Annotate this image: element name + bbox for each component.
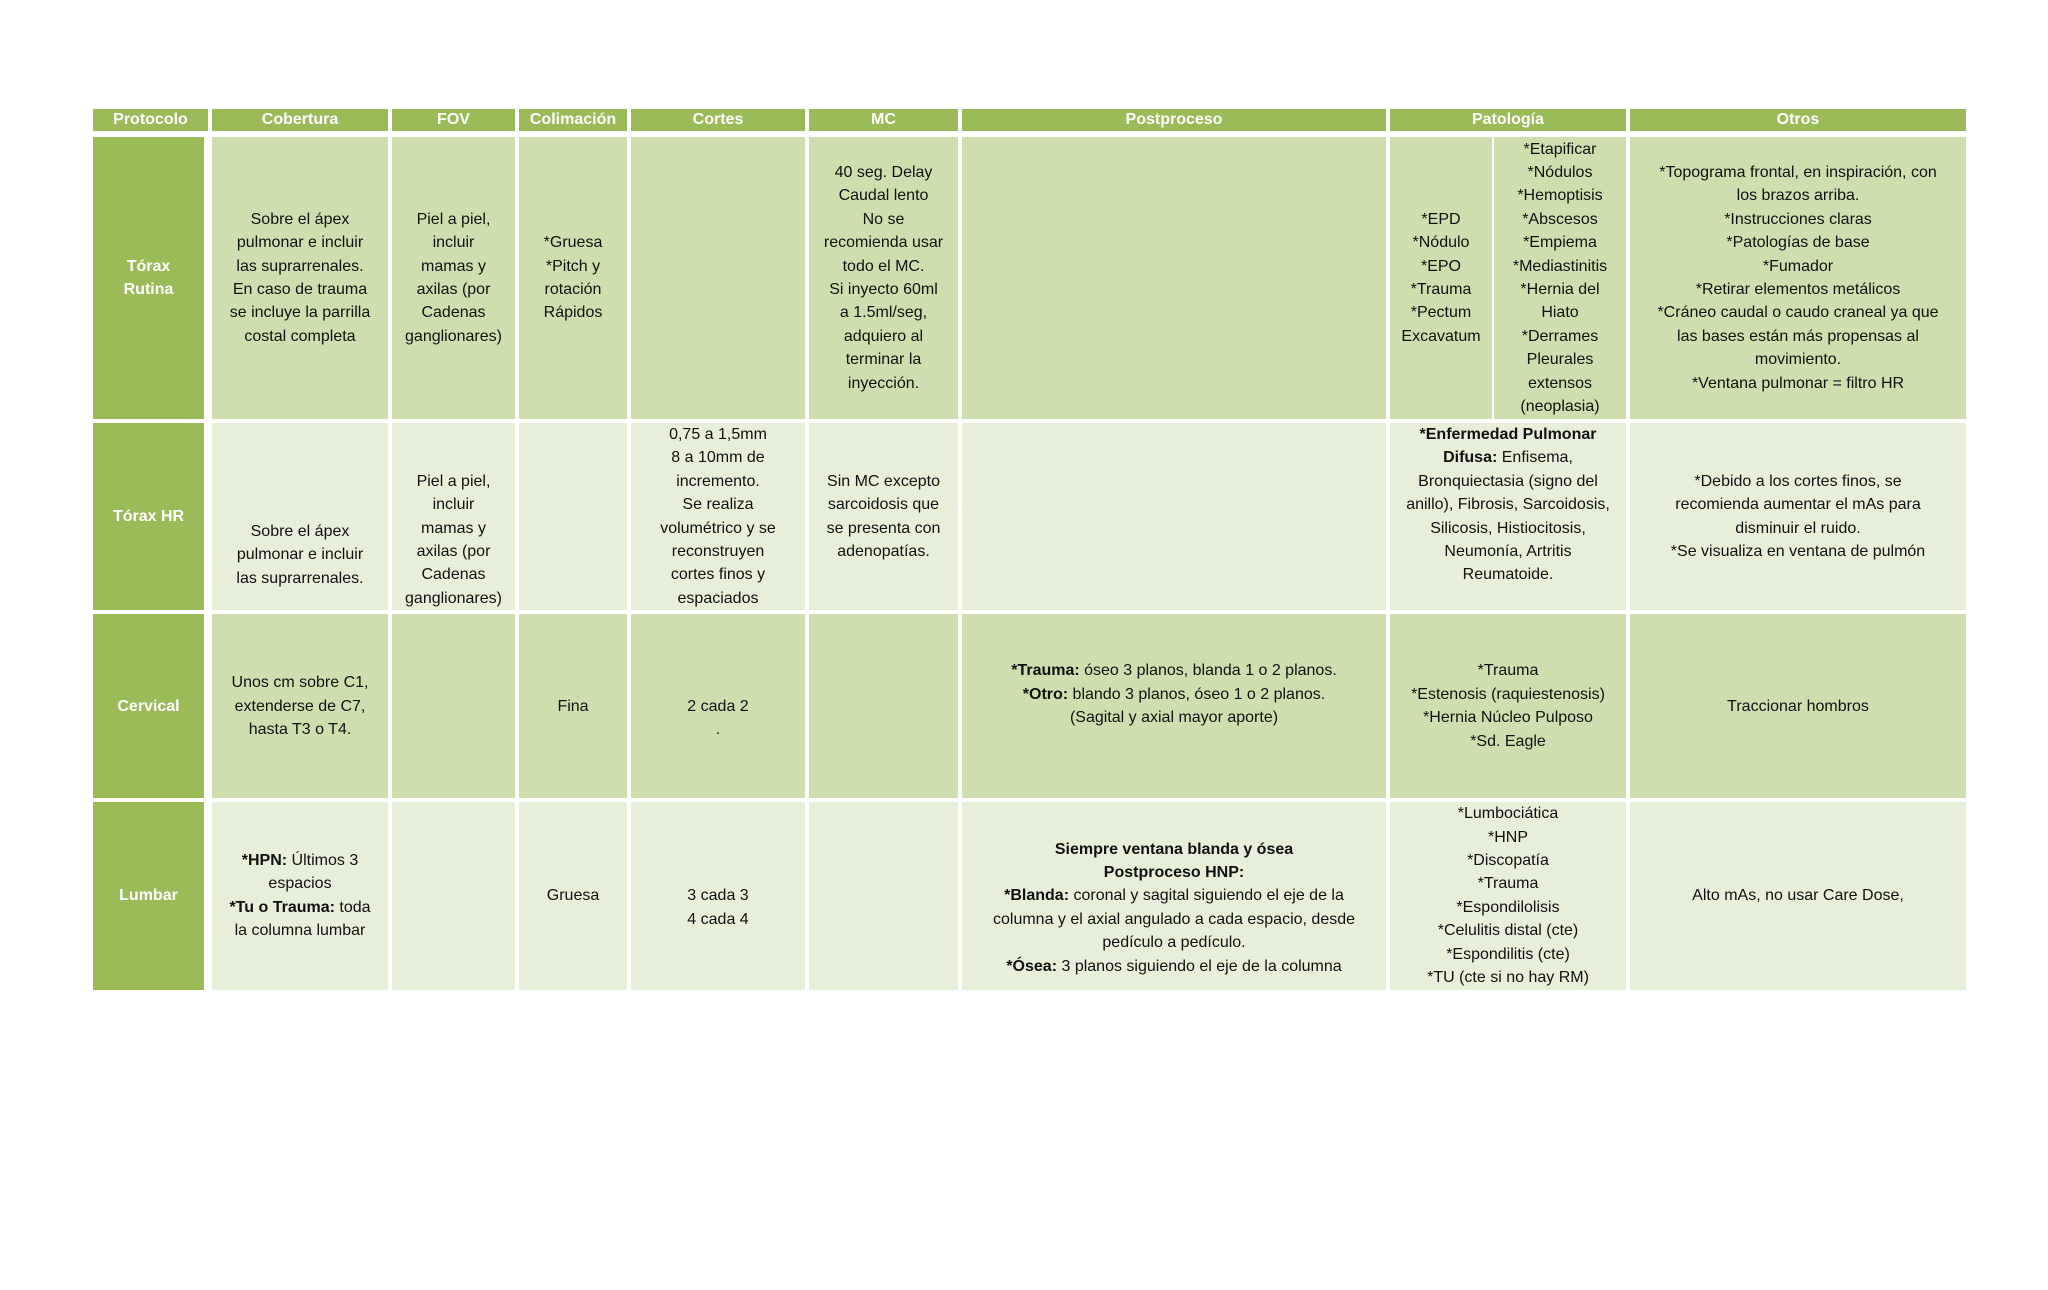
cell-cobertura: *HPN: Últimos 3 espacios *Tu o Trauma: toda la columna lumbar <box>210 800 390 991</box>
cell-fov: Piel a piel, incluir mamas y axilas (por Cadenas ganglionares) <box>390 421 517 612</box>
protocol-table <box>91 107 1968 992</box>
header-otros: Otros <box>1628 107 1968 135</box>
cell-otros: Traccionar hombros <box>1628 612 1968 800</box>
cell-mc <box>807 612 960 800</box>
cell-protocolo: Tórax HR <box>91 421 210 612</box>
header-patologia: Patología <box>1388 107 1628 135</box>
cell-patologia: *Trauma *Estenosis (raquiestenosis) *Hernia Núcleo Pulposo *Sd. Eagle <box>1388 612 1628 800</box>
table-row-torax-rutina <box>91 135 1968 421</box>
cell-cortes: 0,75 a 1,5mm 8 a 10mm de incremento. Se realiza volumétrico y se reconstruyen cortes finos y espaciados <box>629 421 807 612</box>
cell-mc: Sin MC excepto sarcoidosis que se presenta con adenopatías. <box>807 421 960 612</box>
cell-mc: 40 seg. Delay Caudal lento No se recomienda usar todo el MC. Si inyecto 60ml a 1.5ml/seg, adquiero al terminar la inyección. <box>807 135 960 421</box>
cell-postproceso <box>960 421 1388 612</box>
cell-otros: Alto mAs, no usar Care Dose, <box>1628 800 1968 991</box>
cell-postproceso <box>960 135 1388 421</box>
patologia-col-a: *EPD *Nódulo *EPO *Trauma *Pectum Excavatum <box>1390 137 1494 419</box>
patologia-col-b: *Etapificar *Nódulos *Hemoptisis *Abscesos *Empiema *Mediastinitis *Hernia del Hiato *Derrames Pleurales extensos (neoplasia) <box>1512 140 1608 416</box>
header-fov: FOV <box>390 107 517 135</box>
protocol-table-container <box>91 107 1968 992</box>
cell-protocolo: Cervical <box>91 612 210 800</box>
header-colimacion: Colimación <box>517 107 629 135</box>
cell-cobertura: Sobre el ápex pulmonar e incluir las suprarrenales. <box>210 421 390 612</box>
cell-postproceso: Siempre ventana blanda y ósea Postproceso HNP: *Blanda: coronal y sagital siguiendo el eje de la columna y el axial angulado a cada espacio, desde pedículo a pedículo. *Ósea: 3 planos siguiendo el eje de la columna <box>960 800 1388 991</box>
cell-cobertura: Unos cm sobre C1, extenderse de C7, hasta T3 o T4. <box>210 612 390 800</box>
cell-cortes: 3 cada 3 4 cada 4 <box>629 800 807 991</box>
cell-patologia: *Lumbociática *HNP *Discopatía *Trauma *Espondilolisis *Celulitis distal (cte) *Espondilitis (cte) *TU (cte si no hay RM) <box>1388 800 1628 991</box>
cell-otros: *Topograma frontal, en inspiración, con los brazos arriba. *Instrucciones claras *Patologías de base *Fumador *Retirar elementos metálicos *Cráneo caudal o caudo craneal ya que las bases están más propensas al movimiento. *Ventana pulmonar = filtro HR <box>1628 135 1968 421</box>
table-row-torax-hr <box>91 421 1968 612</box>
cell-fov: Piel a piel, incluir mamas y axilas (por Cadenas ganglionares) <box>390 135 517 421</box>
cell-cortes: 2 cada 2 . <box>629 612 807 800</box>
cell-patologia <box>1388 135 1628 421</box>
cell-cobertura: Sobre el ápex pulmonar e incluir las suprarrenales. En caso de trauma se incluye la parrilla costal completa <box>210 135 390 421</box>
cell-patologia: *Enfermedad Pulmonar Difusa: Enfisema, Bronquiectasia (signo del anillo), Fibrosis, Sarcoidosis, Silicosis, Histiocitosis, Neumonía, Artritis Reumatoide. <box>1388 421 1628 612</box>
table-row-lumbar <box>91 800 1968 991</box>
cell-colimacion: *Gruesa *Pitch y rotación Rápidos <box>517 135 629 421</box>
cell-protocolo: Tórax Rutina <box>91 135 210 421</box>
cell-colimacion: Fina <box>517 612 629 800</box>
table-row-cervical <box>91 612 1968 800</box>
cell-fov <box>390 800 517 991</box>
header-protocolo: Protocolo <box>91 107 210 135</box>
cell-colimacion <box>517 421 629 612</box>
header-mc: MC <box>807 107 960 135</box>
cell-colimacion: Gruesa <box>517 800 629 991</box>
header-cortes: Cortes <box>629 107 807 135</box>
cell-protocolo: Lumbar <box>91 800 210 991</box>
cell-cortes <box>629 135 807 421</box>
cell-mc <box>807 800 960 991</box>
header-postproceso: Postproceso <box>960 107 1388 135</box>
header-row <box>91 107 1968 135</box>
cell-fov <box>390 612 517 800</box>
header-cobertura: Cobertura <box>210 107 390 135</box>
cell-otros: *Debido a los cortes finos, se recomienda aumentar el mAs para disminuir el ruido. *Se visualiza en ventana de pulmón <box>1628 421 1968 612</box>
cell-postproceso: *Trauma: óseo 3 planos, blanda 1 o 2 planos. *Otro: blando 3 planos, óseo 1 o 2 planos. (Sagital y axial mayor aporte) <box>960 612 1388 800</box>
